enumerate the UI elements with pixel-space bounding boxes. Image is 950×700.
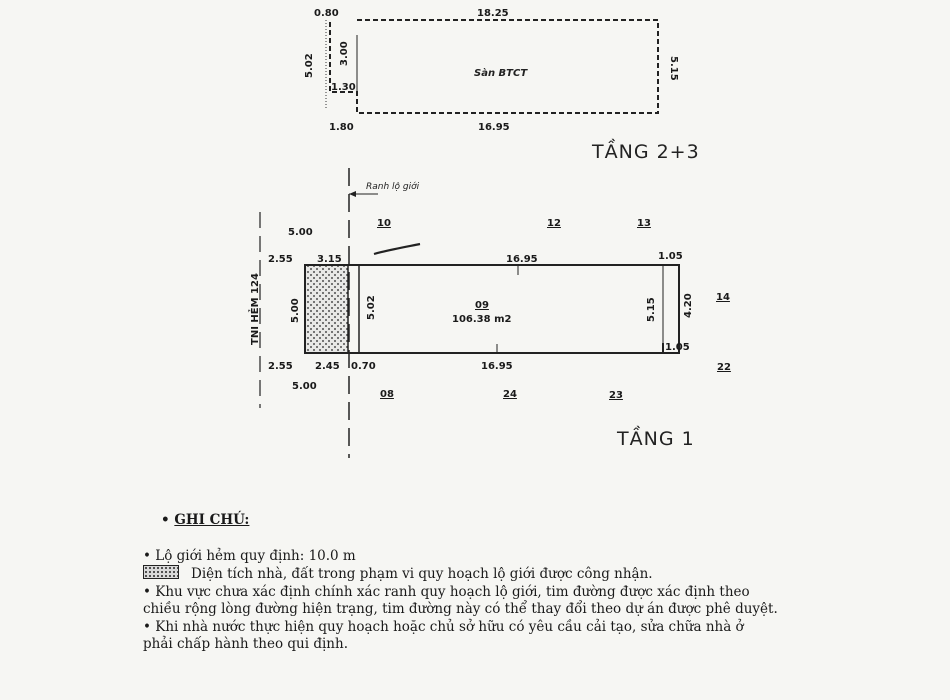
lot-number: 09	[475, 300, 489, 311]
dim-left-top: 2.55	[268, 254, 293, 265]
neighbor-lot: 08	[380, 389, 394, 400]
dim-left-bottom: 2.55	[268, 361, 293, 372]
note-item: • Khu vực chưa xác định chính xác ranh quy hoạch lộ giới, tim đường được xác định theo	[143, 583, 750, 600]
note-item: Diện tích nhà, đất trong phạm vi quy hoạch lộ giới được công nhận.	[143, 565, 863, 584]
upper-dim-inner-height: 3.00	[339, 41, 350, 66]
boundary-label: Ranh lộ giới	[366, 182, 420, 192]
upper-floor-title: TẦNG 2+3	[592, 141, 700, 163]
dim-hatched-width-top: 3.15	[317, 254, 342, 265]
neighbor-lot: 13	[637, 218, 651, 229]
neighbor-lot: 22	[717, 362, 731, 373]
ground-floor-title: TẦNG 1	[617, 428, 695, 450]
upper-dim-notch-width: 1.30	[331, 82, 356, 93]
ground-floor-plan	[247, 168, 731, 458]
dim-hatched-height: 5.02	[366, 295, 377, 320]
upper-slab-label: Sàn BTCT	[474, 68, 528, 79]
dim-hatched-width-bottom: 2.45	[315, 361, 340, 372]
upper-floor-plan	[304, 8, 700, 163]
note-item: chiều rộng lòng đường hiện trạng, tim đường này có thể thay đổi theo dự án được phê duyệt.	[143, 601, 778, 617]
pen-stroke-mark	[374, 244, 420, 254]
upper-dim-bottom-left: 1.80	[329, 122, 354, 133]
neighbor-lot: 12	[547, 218, 561, 229]
upper-dim-bottom-length: 16.95	[478, 122, 510, 133]
upper-dim-top-length: 18.25	[477, 8, 509, 19]
dim-setback-bottom: 5.00	[292, 381, 317, 392]
dim-right-bottom: 1.05	[665, 342, 690, 353]
hatched-setback-area	[305, 265, 348, 353]
hatch-legend-swatch	[143, 565, 179, 579]
upper-floor-outline	[330, 20, 658, 113]
upper-dim-top-left: 0.80	[314, 8, 339, 19]
neighbor-lot: 24	[503, 389, 517, 400]
dim-setback-top: 5.00	[288, 227, 313, 238]
neighbor-lot: 23	[609, 390, 623, 401]
dim-offset-bottom: 0.70	[351, 361, 376, 372]
upper-dim-left-height: 5.02	[304, 53, 315, 78]
boundary-arrow-head	[349, 191, 356, 197]
notes-heading: • GHI CHÚ:	[161, 512, 250, 528]
upper-dim-right-height: 5.15	[668, 56, 679, 81]
alley-label: TNI HẺM 124	[250, 273, 261, 345]
neighbor-lot: 10	[377, 218, 391, 229]
dim-right-height-b: 4.20	[683, 293, 694, 318]
dim-length-top: 16.95	[506, 254, 538, 265]
dim-right-height-a: 5.15	[646, 297, 657, 322]
note-item: phải chấp hành theo qui định.	[143, 636, 348, 652]
dim-right-top: 1.05	[658, 251, 683, 262]
dim-length-bottom: 16.95	[481, 361, 513, 372]
dim-left-height: 5.00	[290, 298, 301, 323]
lot-outline	[305, 265, 679, 353]
note-item: • Khi nhà nước thực hiện quy hoạch hoặc chủ sở hữu có yêu cầu cải tạo, sửa chữa nhà ở	[143, 618, 744, 635]
notes-section	[143, 512, 863, 654]
lot-area: 106.38 m2	[452, 314, 512, 325]
neighbor-lot: 14	[716, 292, 730, 303]
note-item: • Lộ giới hẻm quy định: 10.0 m	[143, 547, 356, 564]
